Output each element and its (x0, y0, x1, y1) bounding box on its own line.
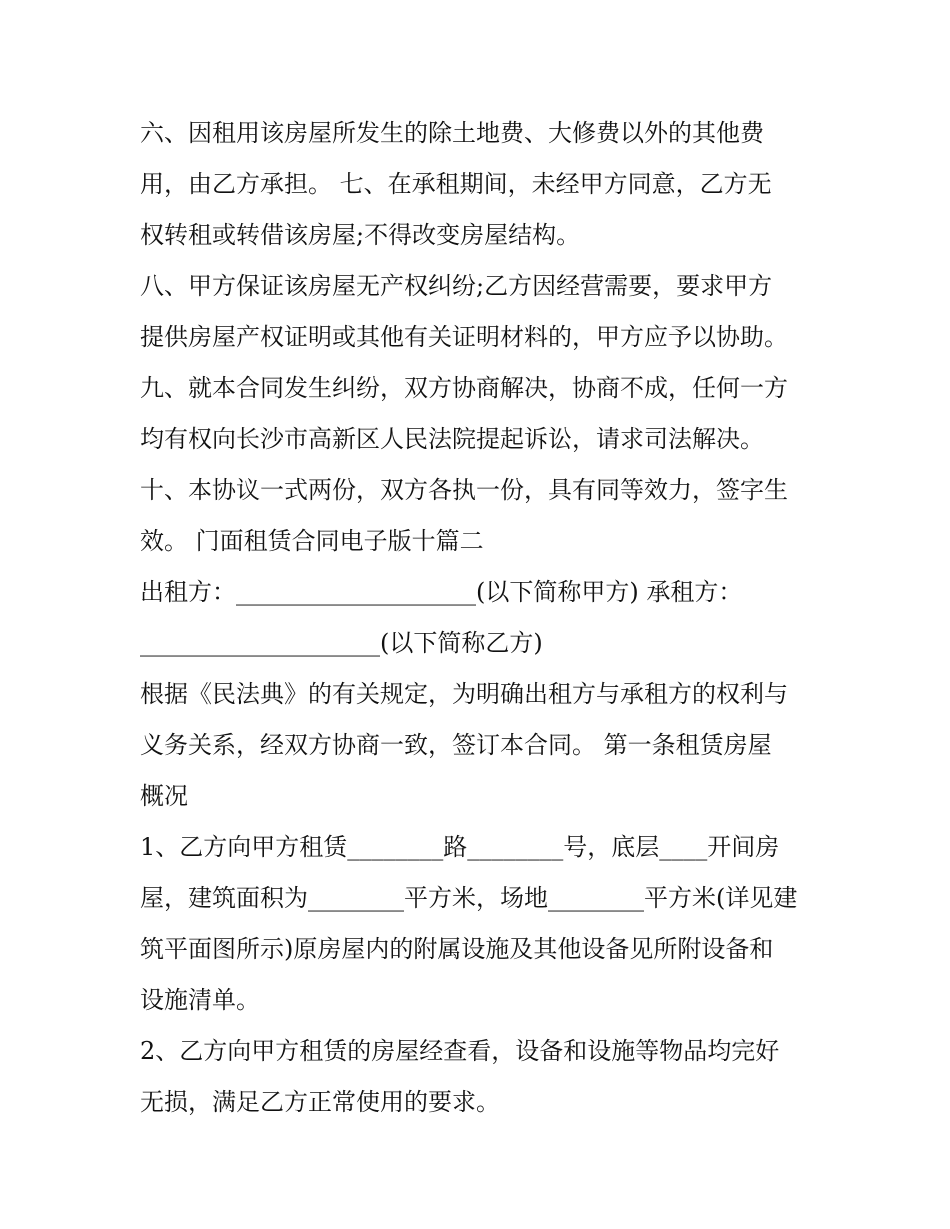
lessor-line: 出租方：____________________(以下简称甲方) 承租方： (140, 578, 743, 606)
text-line: 十、本协议一式两份，双方各执一份，具有同等效力，签字生 (140, 476, 788, 504)
text-line: 权转租或转借该房屋;不得改变房屋结构。 (140, 221, 581, 249)
text-line: 设施清单。 (140, 986, 260, 1014)
text-line: 屋，建筑面积为________平方米，场地________平方米(详见建 (140, 884, 798, 912)
text-line: 2、乙方向甲方租赁的房屋经查看，设备和设施等物品均完好 (140, 1037, 780, 1065)
lessee-line: ____________________(以下简称乙方) (140, 629, 543, 657)
text-line: 1、乙方向甲方租赁________路________号，底层____开间房 (140, 833, 780, 861)
text-line: 九、就本合同发生纠纷，双方协商解决，协商不成，任何一方 (140, 374, 788, 402)
text-line: 提供房屋产权证明或其他有关证明材料的，甲方应予以协助。 (140, 323, 788, 351)
text-line: 筑平面图所示)原房屋内的附属设施及其他设备见所附设备和 (140, 935, 774, 963)
text-line: 义务关系，经双方协商一致，签订本合同。 第一条租赁房屋 (140, 731, 772, 759)
text-line: 用，由乙方承担。 七、在承租期间，未经甲方同意，乙方无 (140, 170, 772, 198)
contract-text (140, 108, 820, 1128)
text-line: 概况 (140, 782, 188, 810)
text-line: 均有权向长沙市高新区人民法院提起诉讼，请求司法解决。 (140, 425, 764, 453)
text-line: 效。 门面租赁合同电子版十篇二 (140, 527, 484, 555)
text-line: 六、因租用该房屋所发生的除土地费、大修费以外的其他费 (140, 119, 764, 147)
text-line: 八、甲方保证该房屋无产权纠纷;乙方因经营需要，要求甲方 (140, 272, 773, 300)
text-line: 无损，满足乙方正常使用的要求。 (140, 1088, 500, 1116)
text-line: 根据《民法典》的有关规定，为明确出租方与承租方的权利与 (140, 680, 788, 708)
